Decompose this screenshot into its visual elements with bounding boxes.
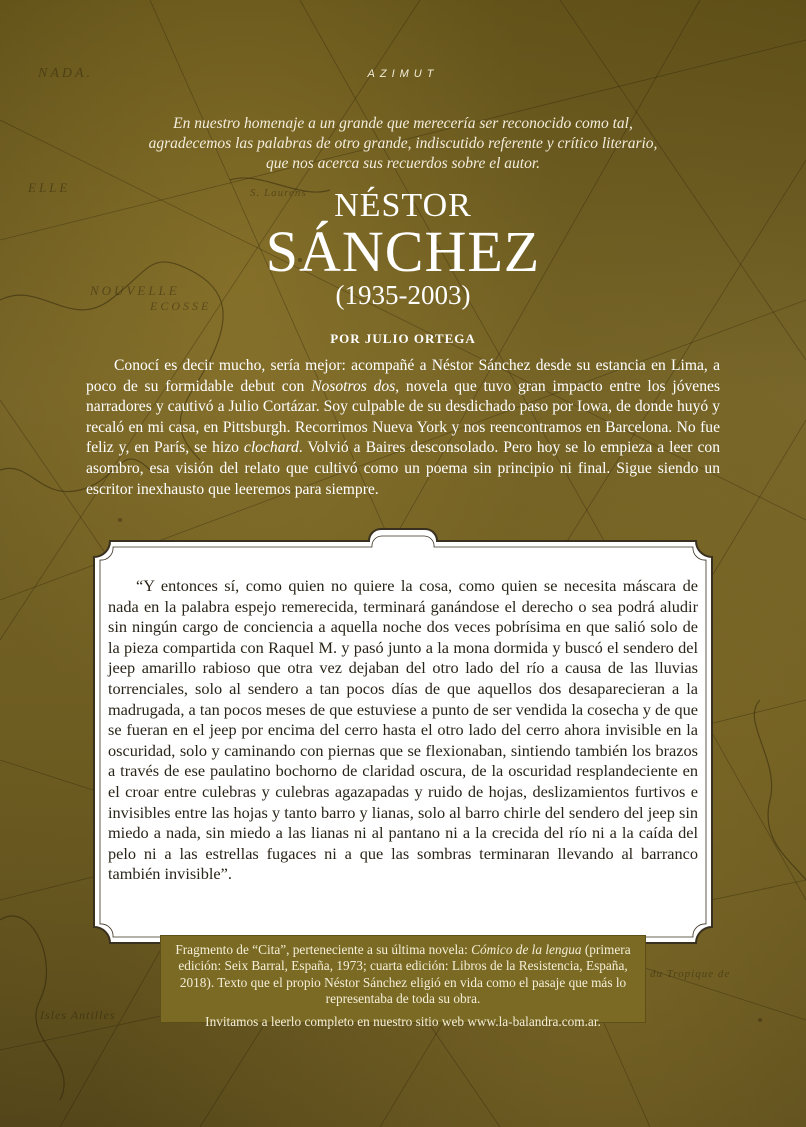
bio-text: Conocí es decir mucho, sería mejor: acompañé a Néstor Sánchez desde su estancia en Lima, a poco de su formidable debut con xyxy=(86,357,720,395)
title-dates: (1935-2003) xyxy=(335,280,471,310)
map-label-nada: NADA. xyxy=(38,66,94,81)
intro-line: que nos acerca sus recuerdos sobre el autor. xyxy=(265,155,541,172)
map-label-elle: ELLE xyxy=(28,180,71,195)
bio-book-title: Nosotros dos xyxy=(311,377,396,395)
caption-novel-title: Cómico de la lengua xyxy=(471,942,582,957)
title-last-name: SÁNCHEZ xyxy=(265,219,541,284)
caption-text xyxy=(175,942,631,1008)
map-label-tropique: du Tropique de xyxy=(650,968,731,980)
title-first-name: NÉSTOR xyxy=(334,187,472,224)
intro-line: agradecemos las palabras de otro grande, indiscutido referente y crítico literario, xyxy=(148,135,658,152)
caption-text-part: (primera edición: Seix Barral, España, 1973; cuarta edición: Libros de la Resistencia, España, 2018). Texto que el propio Néstor Sánchez eligió en vida como el pasaje que más lo representaba de toda su obra. xyxy=(178,942,631,1007)
quote-paragraph: “Y entonces sí, como quien no quiere la cosa, como quien se necesita máscara de nada en la palabra espejo remerecida, terminará ganándose el derecho o sea podrá aludir sin ningún cargo de conciencia a aquella noche dos veces pobrísima en que salió solo de la pieza compartida con Raquel M. y pasó junto a la mona dormida y buscó el sendero del jeep amarillo rabioso que otra vez dejaban del otro lado del río a causa de las lluvias torrenciales, solo al sendero a tan pocos días de que aquellos dos desaparecieran a la madrugada, a tan pocos meses de que estuviese a punto de ser vendida la cosecha y de que se fueran en el jeep por encima del cerro hasta el otro lado del cerro ahora invisible en la oscuridad, solo y caminando con piernas que se flexionaban, sintiendo también los brazos a través de ese paulatino bochorno de claridad oscura, de la oscuridad resplandeciente en el croar entre culebras y culebras agazapadas y ruido de hojas, deslizamientos furtivos e invisibles entre las hojas y tanto barro y lianas, solo al barro chirle del sendero del jeep sin miedo a nada, sin miedo a las lianas ni al pantano ni a la crecida del río ni a la caída del pelo ni a las estrellas fugaces ni a que las sombras terminaran llevando al barranco también invisible”. xyxy=(108,576,698,884)
map-label-ecosse: ECOSSE xyxy=(150,299,212,313)
caption-box xyxy=(160,935,646,1029)
bio-text: , novela que tuvo gran impacto entre los jóvenes narradores y cautivó a Julio Cortázar. Soy culpable de su desdichado paso por Iowa, de donde huyó y recaló en mi casa, en Pittsburgh. Recorrimos Nueva York y nos reencontramos en Barcelona. No fue feliz y, en París, se hizo xyxy=(86,377,721,457)
bio-clochard: clochard xyxy=(243,439,299,457)
map-label-laurent: S. Laurens xyxy=(250,187,307,199)
map-label-nouvelle: NOUVELLE xyxy=(90,283,180,298)
map-label-antilles: Isles Antilles xyxy=(40,1008,116,1022)
byline: POR JULIO ORTEGA xyxy=(330,331,476,346)
caption-text-part: Fragmento de “Cita”, perteneciente a su última novela: xyxy=(175,942,472,957)
section-label: AZIMUT xyxy=(367,68,439,80)
caption-invite: Invitamos a leerlo completo en nuestro sitio web www.la-balandra.com.ar. xyxy=(205,1013,601,1029)
bio-text: . Volvió a Baires desconsolado. Pero hoy se lo empieza a leer con asombro, esa visión del relato que cultivó como un poema sin principio ni final. Sigue siendo un escritor inexhausto que leeremos para siempre. xyxy=(86,439,720,498)
intro-line: En nuestro homenaje a un grande que merecería ser reconocido como tal, xyxy=(173,115,633,132)
